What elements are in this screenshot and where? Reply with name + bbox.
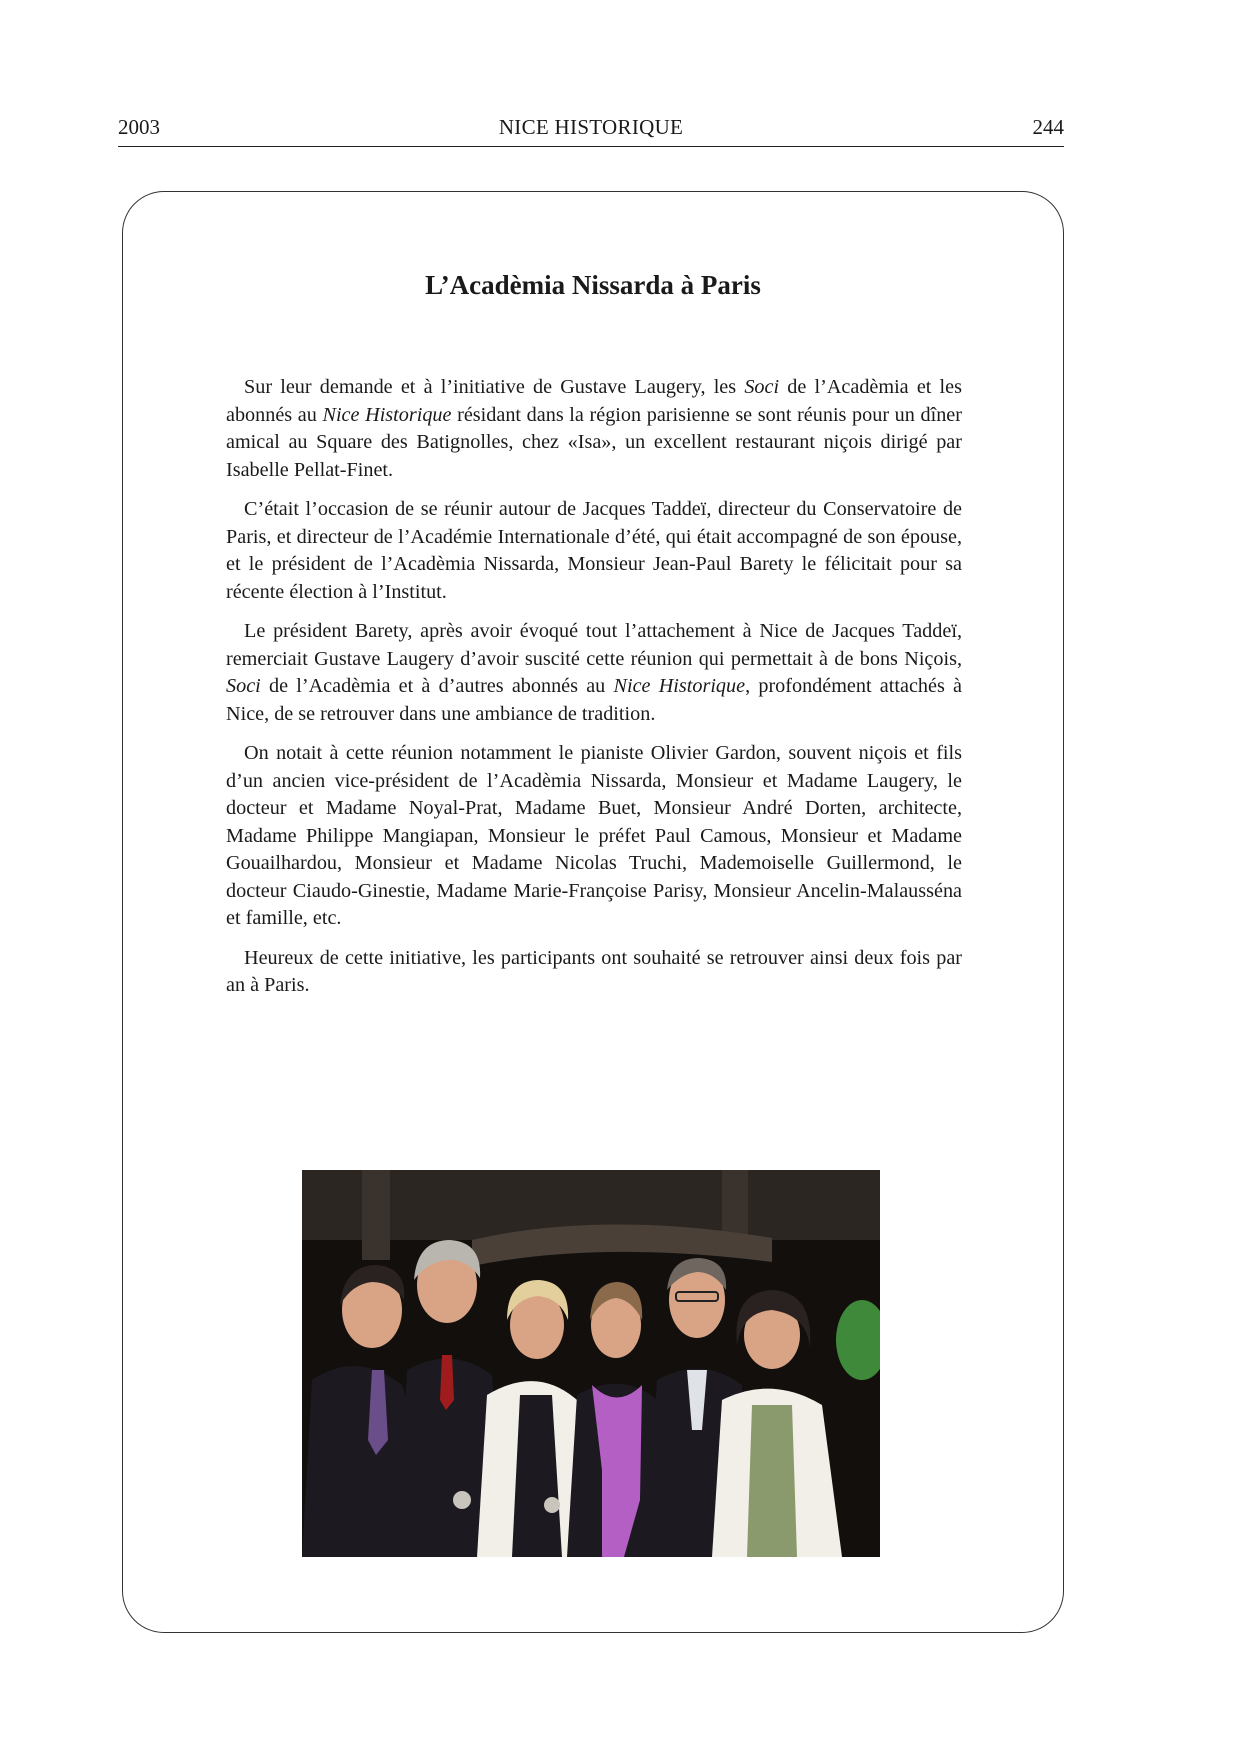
text-run: Heureux de cette initiative, les participants ont souhaité se retrouver ainsi deux fois par an à Paris.: [226, 946, 962, 996]
italic-text-run: Soci: [744, 376, 780, 398]
article-body: [226, 374, 962, 1012]
article-paragraph: [226, 740, 962, 933]
page-header: [118, 112, 1064, 147]
article-paragraph: [226, 945, 962, 1000]
group-photo: [302, 1170, 880, 1557]
photo-pillar-left: [362, 1170, 390, 1260]
article-title: L’Acadèmia Nissarda à Paris: [425, 270, 761, 300]
header-page-number: 244: [1032, 115, 1064, 139]
raised-glass-2: [544, 1497, 560, 1513]
text-run: Sur leur demande et à l’initiative de Gustave Laugery, les: [244, 376, 745, 398]
header-journal-title: NICE HISTORIQUE: [498, 115, 684, 139]
text-run: de l’Acadèmia et à d’autres abonnés au: [260, 675, 614, 697]
text-run: C’était l’occasion de se réunir autour de Jacques Taddeï, directeur du Conservatoire de Paris, et directeur de l’Académie Internationale d’été, qui était accompagné de son épouse, et le président de l’Acadèmia Nissarda, Monsieur Jean-Paul Barety le félicitait pour sa récente élection à l’Institut.: [226, 498, 962, 603]
person-2-tie: [440, 1355, 454, 1410]
article-paragraph: [226, 374, 962, 484]
italic-text-run: Nice Historique: [613, 675, 746, 697]
text-run: On notait à cette réunion notamment le pianiste Olivier Gardon, souvent niçois et fils d’un ancien vice-président de l’Acadèmia Nissarda, Monsieur et Madame Laugery, le docteur et Madame Noyal-Prat, Madame Buet, Monsieur André Dorten, architecte, Madame Philippe Mangiapan, Monsieur le préfet Paul Camous, Monsieur et Madame Gouailhardou, Monsieur et Madame Nicolas Truchi, Mademoiselle Guillermond, le docteur Ciaudo-Ginestie, Madame Marie-Françoise Parisy, Monsieur Ancelin-Malausséna et famille, etc.: [226, 742, 962, 929]
person-6-blouse: [747, 1405, 797, 1557]
text-run: de l’Acadèmia et les abonnés au: [226, 376, 962, 426]
article-frame: [122, 191, 1064, 1633]
header-year: 2003: [118, 115, 160, 139]
italic-text-run: Nice Historique: [322, 403, 452, 426]
italic-text-run: Soci: [226, 675, 261, 697]
group-photo-illustration: [302, 1170, 880, 1557]
article-paragraph: [226, 496, 962, 606]
text-run: , profondément attachés à Nice, de se retrouver dans une ambiance de tradition.: [226, 675, 962, 725]
text-run: résidant dans la région parisienne se sont réunis pour un dîner amical au Square des Batignolles, chez «Isa», un excellent restaurant niçois dirigé par Isabelle Pellat-Finet.: [226, 403, 962, 481]
raised-glass-1: [453, 1491, 471, 1509]
text-run: Le président Barety, après avoir évoqué tout l’attachement à Nice de Jacques Taddeï, remerciait Gustave Laugery d’avoir suscité cette réunion qui permettait à de bons Niçois,: [226, 620, 962, 670]
article-paragraph: [226, 618, 962, 728]
